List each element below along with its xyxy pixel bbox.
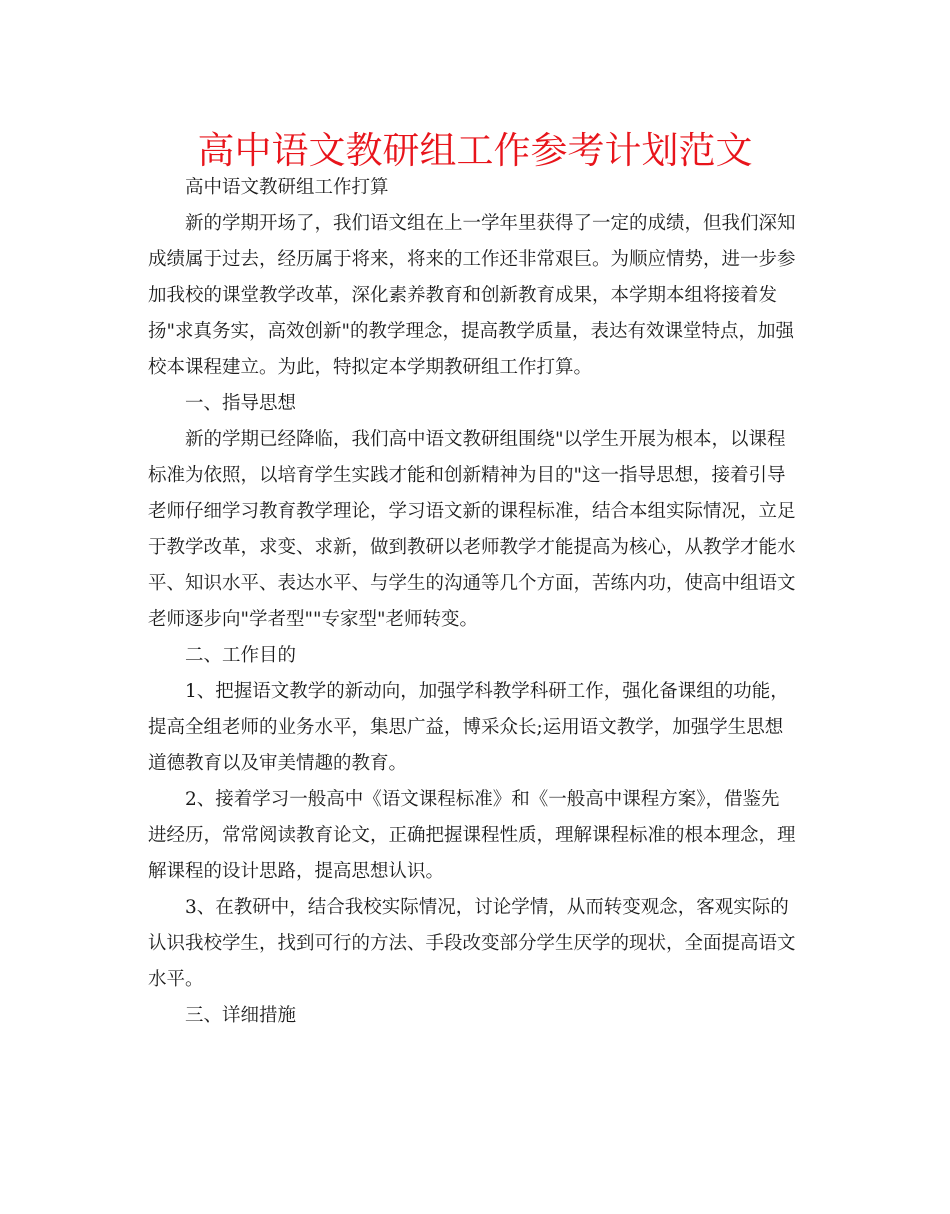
paragraph-line: 老师仔细学习教育教学理论，学习语文新的课程标准，结合本组实际情况，立足 xyxy=(148,501,796,522)
paragraph-line: 2、接着学习一般高中《语文课程标准》和《一般高中课程方案》，借鉴先 xyxy=(185,789,780,810)
document-body xyxy=(148,170,800,1034)
paragraph-line: 于教学改革，求变、求新，做到教研以老师教学才能提高为核心，从教学才能水 xyxy=(148,537,796,558)
paragraph-line: 校本课程建立。为此，特拟定本学期教研组工作打算。 xyxy=(148,357,593,378)
goal-item-2 xyxy=(148,782,800,890)
section-heading-work-goals: 二、工作目的 xyxy=(185,645,297,666)
paragraph-line: 新的学期已经降临，我们高中语文教研组围绕"以学生开展为根本，以课程 xyxy=(185,429,786,450)
paragraph-line: 成绩属于过去，经历属于将来，将来的工作还非常艰巨。为顺应情势，进一步参 xyxy=(148,249,796,270)
paragraph-line: 道德教育以及审美情趣的教育。 xyxy=(148,753,408,774)
goal-item-1 xyxy=(148,674,800,782)
paragraph-line: 1、把握语文教学的新动向，加强学科教学科研工作，强化备课组的功能， xyxy=(185,681,789,702)
guiding-thought-paragraph xyxy=(148,422,800,638)
paragraph-line: 水平。 xyxy=(148,969,204,990)
paragraph-line: 平、知识水平、表达水平、与学生的沟通等几个方面，苦练内功，使高中组语文 xyxy=(148,573,796,594)
paragraph-line: 标准为依照，以培育学生实践才能和创新精神为目的"这一指导思想，接着引导 xyxy=(148,465,786,486)
paragraph-line: 老师逐步向"学者型""专家型"老师转变。 xyxy=(148,609,479,630)
paragraph-line: 3、在教研中，结合我校实际情况，讨论学情，从而转变观念，客观实际的 xyxy=(185,897,789,918)
paragraph-line: 扬"求真务实，高效创新"的教学理念，提高教学质量，表达有效课堂特点，加强 xyxy=(148,321,795,342)
paragraph-line: 解课程的设计思路，提高思想认识。 xyxy=(148,861,445,882)
goal-item-3 xyxy=(148,890,800,998)
document-title: 高中语文教研组工作参考计划范文 xyxy=(197,129,753,172)
intro-paragraph xyxy=(148,206,800,386)
paragraph-line: 进经历，常常阅读教育论文，正确把握课程性质，理解课程标准的根本理念，理 xyxy=(148,825,796,846)
paragraph-line: 提高全组老师的业务水平，集思广益，博采众长;运用语文教学，加强学生思想 xyxy=(148,717,784,738)
section-heading-guiding-thought: 一、指导思想 xyxy=(185,393,297,414)
paragraph-line: 新的学期开场了，我们语文组在上一学年里获得了一定的成绩，但我们深知 xyxy=(185,213,796,234)
paragraph-line: 认识我校学生，找到可行的方法、手段改变部分学生厌学的现状，全面提高语文 xyxy=(148,933,796,954)
paragraph-line: 加我校的课堂教学改革，深化素养教育和创新教育成果，本学期本组将接着发 xyxy=(148,285,778,306)
section-heading-measures: 三、详细措施 xyxy=(185,1005,297,1026)
document-subtitle: 高中语文教研组工作打算 xyxy=(185,177,389,198)
